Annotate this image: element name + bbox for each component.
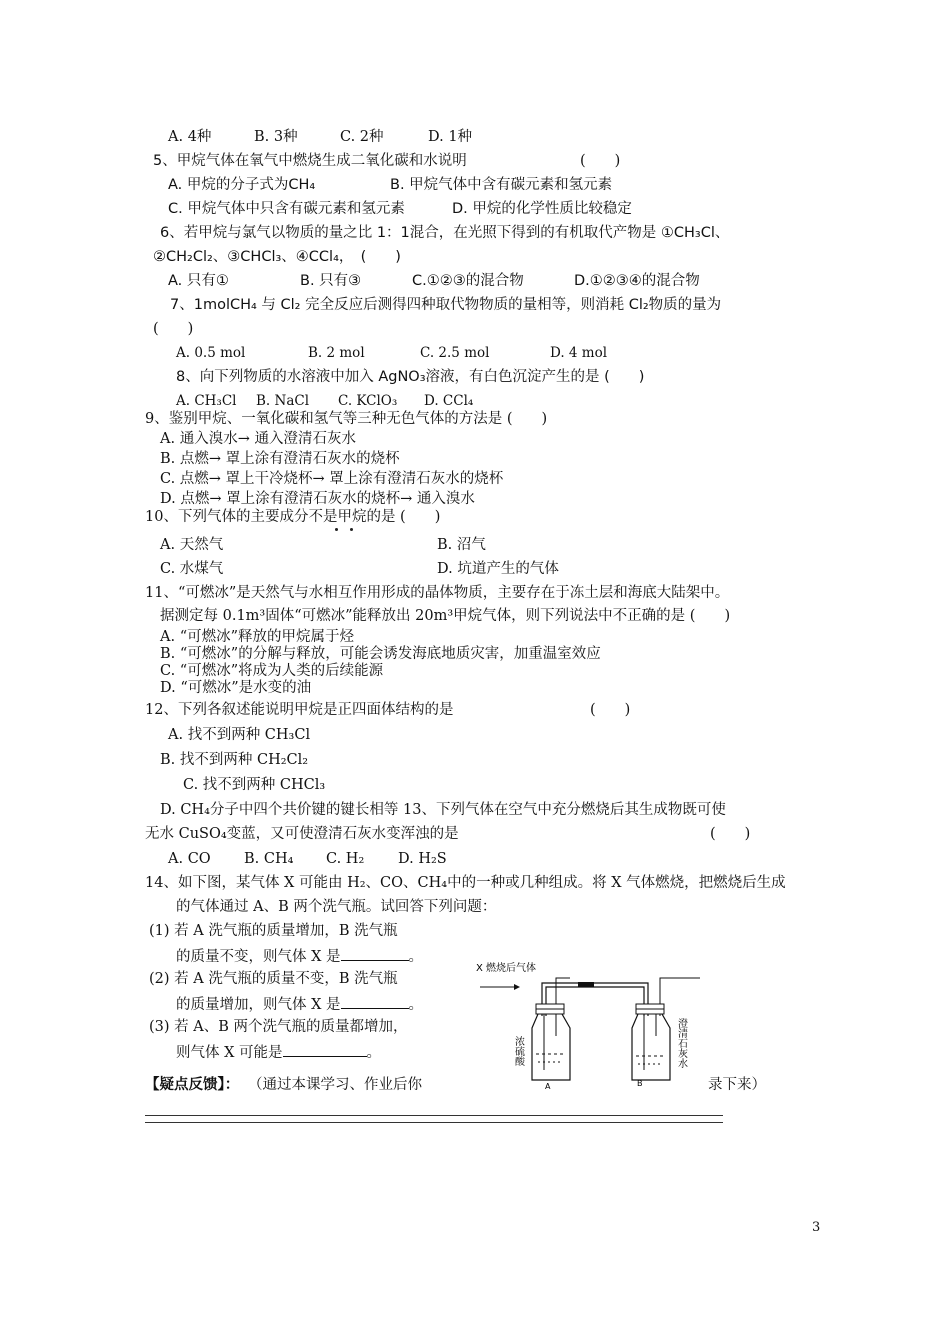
page-number: 3 (812, 1220, 821, 1235)
q4-option-b: B. 3种 (254, 129, 298, 145)
q11-stem-line2: 据测定每 0.1m³固体“可燃冰”能释放出 20m³甲烷气体，则下列说法中不正确的是 ( ) (160, 608, 731, 624)
q10-option-a: A. 天然气 (160, 537, 224, 553)
emphasis-dot (350, 528, 353, 531)
q7-option-c: C. 2.5 mol (420, 345, 490, 361)
q14-part3-line1: (3) 若 A、B 两个洗气瓶的质量都增加， (149, 1019, 408, 1035)
q13-option-d: D. H₂S (398, 851, 447, 867)
q11-option-d: D. “可燃冰”是水变的油 (160, 680, 312, 696)
q5-option-b: B. 甲烷气体中含有碳元素和氢元素 (390, 177, 613, 193)
q12-option-c: C. 找不到两种 CHCl₃ (183, 777, 326, 793)
answer-line-1 (145, 1115, 723, 1116)
q12-option-d-q13-stem: D. CH₄分子中四个共价键的键长相等 13、下列气体在空气中充分燃烧后其生成物既可使 (160, 802, 726, 818)
q10-option-b: B. 沼气 (437, 537, 486, 553)
q5-option-d: D. 甲烷的化学性质比较稳定 (452, 201, 632, 217)
q13-option-c: C. H₂ (326, 851, 365, 867)
q7-options (176, 344, 607, 362)
q14-part3-text: 则气体 X 可能是 (176, 1045, 283, 1061)
q8-options (176, 392, 473, 410)
q8-option-d: D. CCl₄ (424, 393, 474, 409)
q12-stem: 12、下列各叙述能说明甲烷是正四面体结构的是 (145, 702, 454, 718)
q13-option-b: B. CH₄ (244, 851, 294, 867)
q11-option-b: B. “可燃冰”的分解与释放，可能会诱发海底地质灾害，加重温室效应 (160, 646, 601, 662)
feedback-title: 【疑点反馈】： (145, 1077, 240, 1093)
period: 。 (408, 949, 424, 965)
q9-option-b: B. 点燃→ 罩上涂有澄清石灰水的烧杯 (160, 451, 400, 467)
q11-stem-line1: 11、“可燃冰”是天然气与水相互作用形成的晶体物质，主要存在于冻土层和海底大陆架中。 (145, 585, 730, 601)
q13-option-a: A. CO (168, 851, 211, 867)
q14-part2-line1: (2) 若 A 洗气瓶的质量不变，B 洗气瓶 (149, 971, 398, 987)
q9-stem: 9、鉴别甲烷、一氧化碳和氢气等三种无色气体的方法是 ( ) (145, 411, 548, 427)
q12-option-a: A. 找不到两种 CH₃Cl (168, 727, 311, 743)
q6-options (168, 272, 700, 290)
q8-option-c: C. KClO₃ (338, 393, 398, 409)
period: 。 (366, 1045, 382, 1061)
bottle-a-liquid-label: 浓硫酸 (512, 1036, 524, 1066)
answer-line-2 (145, 1122, 723, 1123)
q6-stem-line1: 6、若甲烷与氯气以物质的量之比 1：1混合，在光照下得到的有机取代产物是 ①CH₃Cl、 (160, 225, 730, 241)
q9-option-a: A. 通入溴水→ 通入澄清石灰水 (160, 431, 356, 447)
q14-part2-line2 (176, 994, 423, 1014)
q7-stem: 7、1molCH₄ 与 Cl₂ 完全反应后测得四种取代物物质的量相等，则消耗 Cl₂物质的量为 (170, 297, 722, 313)
q5-paren: ( ) (580, 153, 621, 169)
answer-blank-2[interactable] (341, 994, 409, 1009)
q10-option-d: D. 坑道产生的气体 (437, 561, 559, 577)
answer-blank-1[interactable] (341, 946, 409, 961)
q9-option-c: C. 点燃→ 罩上干冷烧杯→ 罩上涂有澄清石灰水的烧杯 (160, 471, 504, 487)
bottle-b-label: B (637, 1079, 643, 1088)
q6-option-d: D.①②③④的混合物 (574, 273, 700, 289)
q4-option-a: A. 4种 (168, 129, 212, 145)
q4-option-c: C. 2种 (340, 129, 384, 145)
q5-option-a: A. 甲烷的分子式为CH₄ (168, 177, 316, 193)
q14-part3-line2 (176, 1042, 381, 1062)
q14-part1-line2 (176, 946, 423, 966)
q6-option-c: C.①②③的混合物 (412, 273, 524, 289)
q7-option-d: D. 4 mol (550, 345, 608, 361)
q8-stem: 8、向下列物质的水溶液中加入 AgNO₃溶液，有白色沉淀产生的是 ( ) (176, 369, 645, 385)
bottle-a-label: A (545, 1082, 551, 1090)
q14-part1-text: 的质量不变，则气体 X 是 (176, 949, 341, 965)
q12-option-b: B. 找不到两种 CH₂Cl₂ (160, 752, 309, 768)
gas-label: X 燃烧后气体 (476, 963, 537, 974)
q14-part1-line1: (1) 若 A 洗气瓶的质量增加，B 洗气瓶 (149, 923, 398, 939)
feedback-text-end: 录下来） (708, 1077, 766, 1093)
q7-option-b: B. 2 mol (308, 345, 365, 361)
q11-option-a: A. “可燃冰”释放的甲烷属于烃 (160, 629, 355, 645)
q10-option-c: C. 水煤气 (160, 561, 224, 577)
q7-paren: ( ) (153, 321, 194, 337)
q6-stem-line2: ②CH₂Cl₂、③CHCl₃、④CCl₄， ( ) (153, 249, 401, 265)
q10-stem: 10、下列气体的主要成分不是甲烷的是 ( ) (145, 509, 441, 525)
emphasis-dot (335, 528, 338, 531)
answer-blank-3[interactable] (283, 1042, 367, 1057)
q14-stem-line2: 的气体通过 A、B 两个洗气瓶。试回答下列问题： (176, 899, 497, 915)
q5-option-c: C. 甲烷气体中只含有碳元素和氢元素 (168, 201, 405, 217)
q7-option-a: A. 0.5 mol (176, 345, 246, 361)
q13-stem-line2: 无水 CuSO₄变蓝，又可使澄清石灰水变浑浊的是 (145, 826, 459, 842)
q14-stem-line1: 14、如下图，某气体 X 可能由 H₂、CO、CH₄中的一种或几种组成。将 X 气体燃烧，把燃烧后生成 (145, 875, 786, 891)
q6-option-a: A. 只有① (168, 273, 229, 289)
q4-options (168, 128, 472, 146)
washing-bottle-apparatus (470, 958, 710, 1090)
q5-stem: 5、甲烷气体在氧气中燃烧生成二氧化碳和水说明 (153, 153, 467, 169)
q6-option-b: B. 只有③ (300, 273, 362, 289)
q9-option-d: D. 点燃→ 罩上涂有澄清石灰水的烧杯→ 通入溴水 (160, 491, 475, 507)
bottle-b-liquid-label: 澄清石灰水 (675, 1018, 687, 1068)
feedback-text: （通过本课学习、作业后你 (255, 1077, 422, 1093)
q14-part2-text: 的质量增加，则气体 X 是 (176, 997, 341, 1013)
q13-options (168, 850, 447, 868)
q13-paren: ( ) (710, 826, 751, 842)
q11-option-c: C. “可燃冰”将成为人类的后续能源 (160, 663, 384, 679)
period: 。 (408, 997, 424, 1013)
feedback-line (145, 1076, 422, 1094)
q12-paren: ( ) (590, 702, 631, 718)
q8-option-b: B. NaCl (256, 393, 310, 409)
q8-option-a: A. CH₃Cl (176, 393, 237, 409)
q4-option-d: D. 1种 (428, 129, 473, 145)
